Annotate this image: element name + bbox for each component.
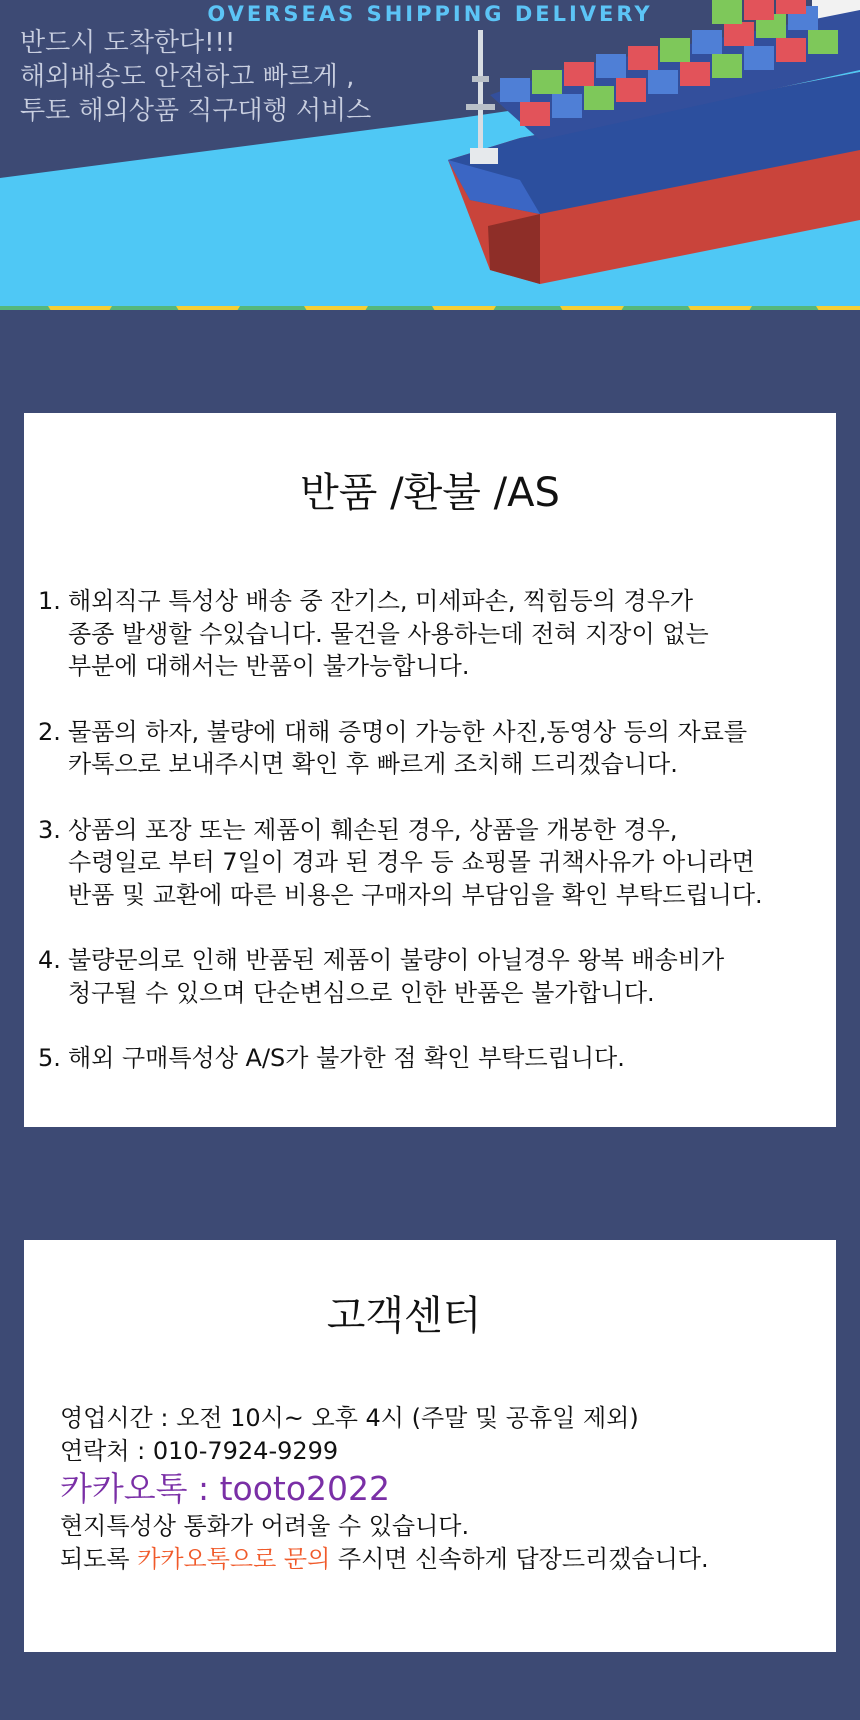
item-line: 부분에 대해서는 반품이 불가능합니다. bbox=[68, 652, 470, 680]
list-item bbox=[38, 585, 834, 683]
bunting-flags bbox=[0, 306, 860, 310]
item-text bbox=[68, 716, 834, 781]
hero-copy bbox=[20, 26, 371, 128]
list-item bbox=[38, 944, 834, 1009]
hero-banner bbox=[0, 0, 860, 310]
item-number: 1. bbox=[38, 587, 61, 615]
customer-center-body bbox=[60, 1402, 820, 1576]
inquiry-prefix: 되도록 bbox=[60, 1545, 138, 1573]
item-number: 4. bbox=[38, 946, 61, 974]
item-text bbox=[68, 1042, 834, 1075]
inquiry-line bbox=[60, 1543, 820, 1576]
item-line: 청구될 수 있으며 단순변심으로 인한 반품은 불가합니다. bbox=[68, 978, 655, 1007]
customer-center-title: 고객센터 bbox=[326, 1293, 482, 1339]
list-item bbox=[38, 1042, 834, 1075]
kakao-inquiry-highlight: 카카오톡으로 문의 bbox=[137, 1545, 331, 1573]
item-line: 물품의 하자, 불량에 대해 증명이 가능한 사진,동영상 등의 자료를 bbox=[68, 717, 748, 746]
item-text bbox=[68, 814, 834, 912]
item-line: 해외직구 특성상 배송 중 잔기스, 미세파손, 찍힘등의 경우가 bbox=[68, 587, 694, 615]
hero-line: 반드시 도착한다!!! bbox=[20, 28, 236, 58]
hero-tagline: OVERSEAS SHIPPING DELIVERY bbox=[207, 2, 653, 26]
item-line: 상품의 포장 또는 제품이 훼손된 경우, 상품을 개봉한 경우, bbox=[68, 815, 678, 844]
hero-line: 투토 해외상품 직구대행 서비스 bbox=[20, 96, 372, 126]
returns-policy-card bbox=[24, 413, 836, 1127]
hero-line: 해외배송도 안전하고 빠르게 , bbox=[20, 62, 355, 92]
item-line: 카톡으로 보내주시면 확인 후 빠르게 조치해 드리겠습니다. bbox=[68, 750, 678, 778]
item-text bbox=[68, 944, 834, 1009]
item-line: 반품 및 교환에 따른 비용은 구매자의 부담임을 확인 부탁드립니다. bbox=[68, 880, 763, 909]
returns-title: 반품 /환불 /AS bbox=[300, 470, 560, 516]
item-number: 3. bbox=[38, 815, 61, 844]
item-text bbox=[68, 585, 834, 683]
item-line: 불량문의로 인해 반품된 제품이 불량이 아닐경우 왕복 배송비가 bbox=[68, 946, 725, 974]
call-notice: 현지특성상 통화가 어려울 수 있습니다. bbox=[60, 1512, 470, 1540]
list-item bbox=[38, 814, 834, 912]
returns-policy-list bbox=[38, 585, 834, 1108]
list-item bbox=[38, 716, 834, 781]
item-number: 2. bbox=[38, 717, 61, 746]
inquiry-suffix: 주시면 신속하게 답장드리겠습니다. bbox=[330, 1545, 709, 1573]
business-hours: 영업시간 : 오전 10시~ 오후 4시 (주말 및 공휴일 제외) bbox=[60, 1404, 639, 1432]
item-line: 해외 구매특성상 A/S가 불가한 점 확인 부탁드립니다. bbox=[68, 1044, 625, 1072]
item-line: 종종 발생할 수있습니다. 물건을 사용하는데 전혀 지장이 없는 bbox=[68, 619, 709, 648]
phone-number[interactable]: 연락처 : 010-7924-9299 bbox=[60, 1437, 339, 1465]
item-line: 수령일로 부터 7일이 경과 된 경우 등 쇼핑몰 귀책사유가 아니라면 bbox=[68, 848, 755, 876]
kakao-id[interactable]: 카카오톡 : tooto2022 bbox=[60, 1469, 391, 1508]
item-number: 5. bbox=[38, 1044, 61, 1072]
customer-center-card bbox=[24, 1240, 836, 1652]
